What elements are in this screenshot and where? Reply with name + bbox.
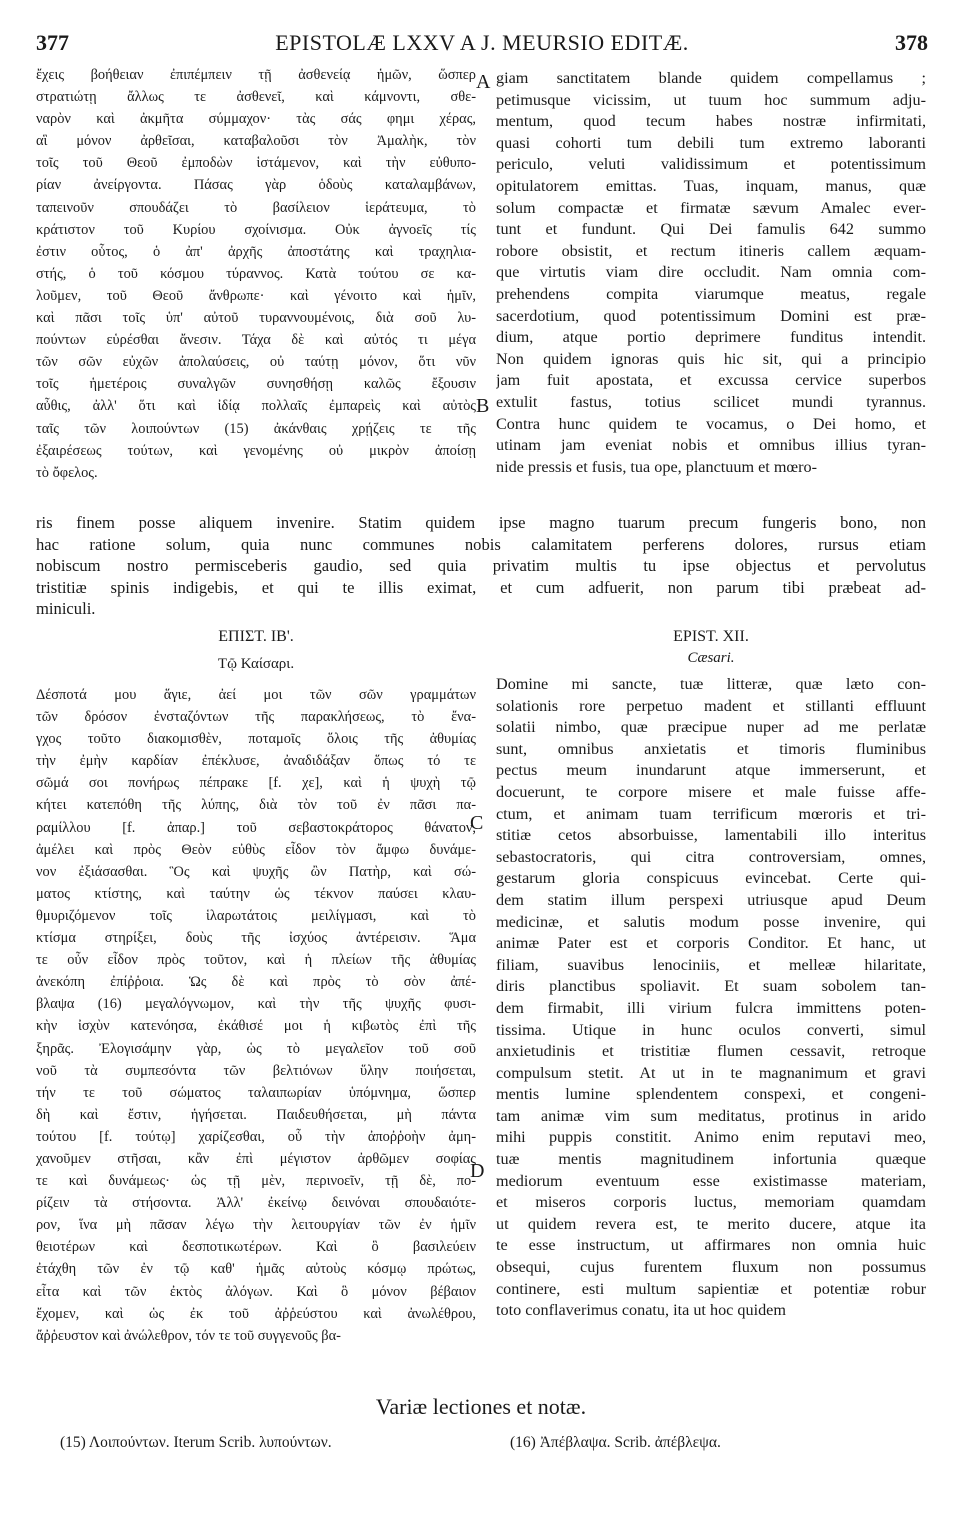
text-line: hac ratione solum, quia nunc communes nobis calamitatem perferens dolores, rursus etiam: [36, 534, 926, 554]
text-line: solum compactæ et firmatæ sævum Amalec ever-: [496, 198, 926, 217]
text-line: ut quidem revera est, te merito ducere, atque ita: [496, 1214, 926, 1233]
text-line: pectus meum inundarunt atque immerserunt, et: [496, 761, 926, 780]
text-line: solatii nimbo, quæ præcipue nuper ad me perlatæ: [496, 718, 926, 737]
text-line: tissima. Utique in hunc oculos converti, simul: [496, 1020, 926, 1039]
text-line: periculo, veluti validissimum et potentissimum: [496, 155, 926, 174]
text-line: sebastocratoris, qui citra controversiam, omnes,: [496, 847, 926, 866]
text-line: docuerunt, te corpore misere et male fuisse affe-: [496, 782, 926, 801]
text-line: δὴ καὶ ἔστιν, ἡγήσεται. Παιδευθήσεται, μὴ πάντα: [36, 1106, 476, 1123]
greek-epistle-title: ΕΠΙΣΤ. ΙΒ'.: [218, 628, 294, 645]
text-line: ris finem posse aliquem invenire. Statim quidem ipse magno tuarum precum fungeris bono, non: [36, 513, 926, 532]
text-line: εἶτα καὶ τῶν ἐκτὸς ἀλόγων. Καὶ ὃ μόνον βέβαιον: [36, 1283, 476, 1300]
text-line: τῶν δρόσον ἐνσταζόντων τῆς παρακλήσεως, τὸ ἔνα-: [36, 709, 476, 726]
text-line: petimusque vicissim, ut tuum hoc summum adju-: [496, 90, 926, 109]
right-page-number: 378: [895, 30, 928, 55]
text-line: αὖθις, ἀλλ' ὅτι καὶ ἰδίᾳ πολλαῖς ἐμπαρεὶς καὶ αὐτὸς: [36, 398, 476, 415]
text-line: ἔχεις βοήθειαν ἐπιπέμπειν τῇ ἀσθενείᾳ ἡμῶν, ὥσπερ: [36, 67, 476, 83]
text-line: ἐξαιρέσεως τούτων, καὶ γενομένης οὐ μικρὸν ἀποίσῃ: [36, 442, 476, 459]
text-line: medicinæ, et salutis modum posse invenire, qui: [496, 912, 926, 931]
text-line: dium, atque portio deprimere funditus intendit.: [496, 328, 926, 347]
text-line: te esse instructum, ut affirmares non omnia huic: [496, 1236, 926, 1255]
text-line: κτίσμα στηρίξει, δοὺς τῆς ἰσχύος ἀντέρεισιν. Ἅμα: [36, 930, 476, 947]
text-line: que virtutis viam dire occludit. Nam omnia com-: [496, 263, 926, 282]
text-line: tam animæ vim sum meditatus, protinus in arido: [496, 1106, 926, 1125]
text-line: γχος τοῦτο διακομισθὲν, ποταμοῖς ὅλοις τῆς ἀθυμίας: [36, 731, 476, 748]
greek-column-top: [36, 64, 476, 484]
text-line: mentum, quod tecum habes nostræ infirmitati,: [496, 112, 926, 131]
text-line: κὴν ἰσχὺν κατενόησα, ἐκάθισέ μοι ἡ κιβωτὸς ἐπὶ τῆς: [36, 1018, 476, 1035]
text-line: θμυριζόμενον τοῖς ἱλαρωτάτοις μειλίγμασι, καὶ τὸ: [36, 907, 476, 924]
text-line: animæ Pater est et corporis Conditor. Et hanc, ut: [496, 934, 926, 953]
text-line: πούντων εὑρέσθαι ἄνεσιν. Τάχα δὲ καὶ αὐτός τι μέγα: [36, 332, 476, 349]
text-line: ρίζειν τὰ στήσοντα. Ἀλλ' ἐκείνῳ δεινόναι σπουδαιότε-: [36, 1195, 476, 1212]
text-line: τὴν ἐμὴν καρδίαν ἐπέκλυσε, ἀναδιδάξαν ὅπως τό τε: [36, 753, 476, 770]
text-line: tristitiæ spinis indigebis, et qui te illis eximat, et cum adfuerit, non parum tibi præbeat ad-: [36, 577, 926, 597]
greek-epistle-addressee: Τῷ Καίσαρι.: [217, 656, 295, 672]
text-line: et miseros corporis luctus, memoriam quamdam: [496, 1193, 926, 1212]
text-line: ἄῤῥευστον καὶ ἀνώλεθρον, τόν τε τοῦ συγγενοῦς βα-: [36, 1327, 341, 1344]
text-line: βλαψα (16) μεγαλόγνωμον, καὶ τὴν τῆς ψυχῆς φυσι-: [36, 996, 476, 1013]
text-line: ἀμέλει καὶ πρὸς Θεὸν εὐθὺς εἶδον τὸν ἄμφω δυνάμε-: [36, 841, 476, 858]
text-line: τήν τε τοῦ σώματος ταλαιπωρίαν ὑπόμνημα, ὥσπερ: [36, 1084, 476, 1101]
notes-heading: Variæ lectiones et notæ.: [375, 1394, 587, 1419]
text-line: giam sanctitatem blande quidem compellamus ;: [496, 69, 926, 87]
latin-epistle-addressee: Cæsari.: [687, 650, 735, 666]
running-header: [36, 30, 928, 60]
text-line: ραμίλλου [f. ἀπαρ.] τοῦ σεβαστοκράτορος θάνατον,: [36, 819, 476, 836]
text-line: dem firmabit, illi virium fulcra immittens poten-: [496, 998, 926, 1017]
text-line: robore obsistit, et rectum itineris callem æquam-: [496, 241, 926, 260]
text-line: Contra hunc quidem te vocamus, o Dei homo, et: [496, 414, 926, 433]
text-line: mentis lumine splendentem conspexi, et congeni-: [496, 1085, 926, 1104]
text-line: ἐτάχθη τῶν ἐν τῷ καθ' ἡμᾶς αὐτοὺς κόσμῳ πρώτως,: [36, 1261, 476, 1278]
text-line: στής, ὁ τοῦ κόσμου τύραννος. Κατὰ τούτου σε κα-: [36, 265, 476, 282]
text-line: τοῖς ἡμετέροις συναλγῶν συνησθήσῃ καλῶς ἔξουσιν: [36, 376, 476, 393]
text-line: Non quidem ignoras quis hic sit, qui a principio: [496, 349, 926, 368]
text-line: nide pressis et fusis, tua ope, planctuum et mœro-: [496, 457, 817, 476]
text-line: prehendens compita viarumque meatus, regale: [496, 284, 926, 303]
text-line: anxietudinis et tristitiæ flumen cessavit, retroque: [496, 1042, 926, 1061]
text-line: quasi cohorti tum debili tum extremo laboranti: [496, 133, 926, 152]
text-line: dem statim illum perspexi utriusque apud Deum: [496, 890, 926, 909]
text-line: ταπεινοῦν σπουδάζει τὸ βασίλειον ἱεράτευμα, τὸ: [36, 199, 476, 216]
text-line: opitulatorem emittas. Tuas, inquam, manus, quæ: [496, 176, 926, 195]
text-line: ναρὸν καὶ ἀκμῆτα σύμμαχον· τὰς σάς φημι χέρας,: [36, 111, 476, 128]
text-line: tunt et fundunt. Qui Dei famulis 642 summo: [496, 220, 926, 239]
text-line: ἐστιν οὗτος, ὁ ἀπ' ἀρχῆς ἀποστάτης καὶ τραχηλια-: [36, 243, 476, 260]
text-line: Domine mi sancte, tuæ litteræ, quæ læto con-: [496, 675, 926, 693]
text-line: obsequi, cujus furentem fluxum non possumus: [496, 1258, 926, 1277]
text-line: στρατιώτῃ ἄλλως τε ἀσθενεῖ, καὶ κάμνοντι, σθε-: [36, 89, 476, 106]
text-line: τῶν σῶν εὐχῶν ἀπολαύσεις, οὐ ταύτῃ μόνον, ὅτι νῦν: [36, 354, 476, 371]
text-line: καὶ πᾶσι τοῖς ὑπ' αὐτοῦ τυραννουμένοις, διὰ σοῦ λυ-: [36, 310, 476, 327]
full-width-text: [36, 512, 926, 620]
text-line: jam fuit apostata, et excussa cervice superbos: [496, 371, 926, 390]
margin-marker-d: D: [470, 1160, 485, 1182]
margin-marker-c: C: [470, 812, 484, 834]
margin-marker-b: B: [476, 395, 490, 417]
text-line: diris planctibus spoliavit. Et suam sobolem tan-: [496, 977, 926, 996]
text-line: κράτιστον τοῦ Κυρίου σχοίνισμα. Οὐκ ἀγνοεῖς τίς: [36, 221, 476, 238]
latin-column-top: [496, 68, 926, 478]
text-line: ματος κτίστης, καὶ ταύτην ὡς τέκνον παύσει κλαυ-: [36, 885, 476, 902]
text-line: ρον, ἵνα μὴ πᾶσαν λέγω τὴν λειτουργίαν τῶν ἐν ἡμῖν: [36, 1217, 476, 1234]
text-line: filiam, suavibus lenociniis, et melleæ hilaritate,: [496, 955, 926, 974]
margin-marker-a: A: [476, 71, 491, 93]
text-line: τὸ ὄφελος.: [36, 464, 98, 481]
text-line: utinam jam eveniat nobis et omnibus illius tyran-: [496, 436, 926, 455]
text-line: ταῖς τῶν λοιπούντων (15) ἀκάνθαις χρῄζεις τε τῆς: [36, 420, 476, 437]
text-line: gestarum gloria conspicuus evincebat. Certe qui-: [496, 869, 926, 888]
text-line: τε καὶ δυνάμεως· ὡς τῇ μὲν, περινοεῖν, τῇ δὲ, πο-: [36, 1173, 476, 1190]
text-line: λοῦμεν, τοῦ Θεοῦ ἄνθρωπε· καὶ γένοιτο καὶ ἡμῖν,: [36, 287, 476, 304]
text-line: σῶμά σοι πονήρως πέπρακε [f. χε], καὶ ἡ ψυχὴ τῷ: [36, 775, 476, 792]
latin-epistle-title: EPIST. XII.: [673, 628, 749, 645]
text-line: ἔχομεν, καὶ ὡς ἐκ τοῦ ἀῤῥεύστου καὶ ἀνωλέθρου,: [36, 1305, 476, 1322]
text-line: mediorum eventuum esse existimasse materiam,: [496, 1171, 926, 1190]
text-line: τούτου [f. τούτῳ] χαρίζεσθαι, οὗ τὴν ἀποῤῥοὴν ἀμη-: [36, 1128, 476, 1145]
text-line: continere, esti multum sapientiæ et potentiæ robur: [496, 1279, 926, 1298]
text-line: τε οὖν εἶδον πρὸς τοῦτον, καὶ ἡ πλείων τῆς ἀθυμίας: [36, 952, 476, 969]
latin-column-bottom: [496, 674, 926, 1322]
running-title: EPISTOLÆ LXXV A J. MEURSIO EDITÆ.: [275, 30, 689, 55]
text-line: νοῦ τὰ συμπεσόντα τῶν βελτιόνων ὕλην ποιήσεται,: [36, 1062, 476, 1079]
text-line: compulsum stetit. At ut in te magnanimum et gravi: [496, 1063, 926, 1082]
footnote-15: (15) Λοιπούντων. Iterum Scrib. λυπούντων.: [60, 1434, 332, 1451]
text-line: ρίαν ἀνείργοντα. Πάσας γὰρ ὁδοὺς καταλαμβάνων,: [36, 177, 476, 194]
text-line: ξηρᾶς. Ἐλογισάμην γὰρ, ὡς τὸ μεγαλεῖον τοῦ σοῦ: [36, 1040, 476, 1057]
text-line: χανοῦμεν στῆσαι, κἂν ἐπὶ μέγιστον ἀρθῶμεν σοφίας: [36, 1150, 476, 1167]
text-line: Δέσποτά μου ἅγιε, ἀεί μοι τῶν σῶν γραμμάτων: [36, 687, 476, 703]
text-line: sunt, omnibus anxietatis et timoris fluminibus: [496, 739, 926, 758]
greek-column-bottom: [36, 684, 476, 1347]
text-line: τοῖς τοῦ Θεοῦ ἐμποδὼν ἱστάμενον, καὶ τὴν εὐθυπο-: [36, 155, 476, 172]
left-page-number: 377: [36, 30, 69, 55]
text-line: mihi puppis constitit. Animo enim reputavi meo,: [496, 1128, 926, 1147]
text-line: solationis rore perpetuo madent et stillanti effluunt: [496, 696, 926, 715]
text-line: miniculi.: [36, 599, 96, 619]
text-line: νον ἐξιάσασθαι. Ὃς καὶ ψυχῆς ὢν Πατὴρ, καὶ σώ-: [36, 863, 476, 880]
text-line: αἳ μόνον ἀρθεῖσαι, καταβαλοῦσι τὸν Ἀμαλὴκ, τὸν: [36, 133, 476, 150]
text-line: sacerdotium, quod potentissimum Domini est præ-: [496, 306, 926, 325]
text-line: nobiscum nostro permisceberis gaudio, sed quia privatim multis tu ipse objectus et pervolutus: [36, 556, 926, 576]
text-line: θειοτέρων καὶ δεσποτικωτέρων. Καὶ ὃ βασιλεύειν: [36, 1239, 476, 1256]
text-line: ctum, et animam tuam terrificum mœroris et tri-: [496, 804, 926, 823]
text-line: stitiæ cetos absorbuisse, lamentabili illo interitus: [496, 826, 926, 845]
text-line: tuæ mentis magnitudinem infortunia quæque: [496, 1150, 926, 1169]
text-line: κήτει κατεπόθη τῆς λύπης, διὰ τὸν τοῦ ἐν πᾶσι πα-: [36, 797, 476, 814]
text-line: toto conflaverimus conatu, ita ut hoc quidem: [496, 1301, 786, 1320]
text-line: extulit fastus, totius scilicet mundi tyrannus.: [496, 392, 926, 411]
footnote-16: (16) Ἀπέβλαψα. Scrib. ἀπέβλεψα.: [510, 1434, 721, 1451]
text-line: ἀνεκόπη ἐπίῤῥοια. Ὡς δὲ καὶ πρὸς τὸ σὸν ἀπέ-: [36, 974, 476, 991]
